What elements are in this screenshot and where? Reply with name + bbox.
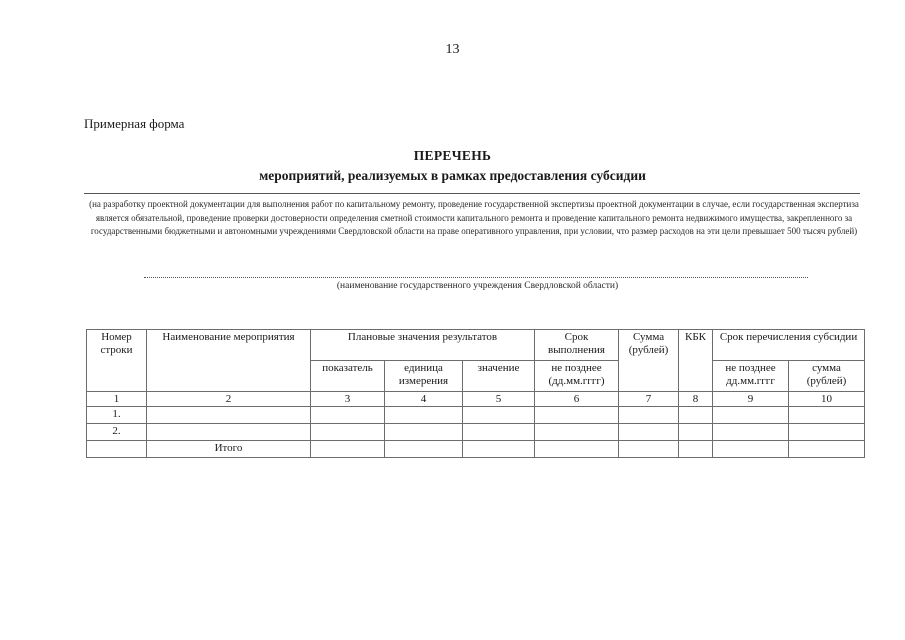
column-number: 10 xyxy=(789,392,865,407)
header-kbk: КБК xyxy=(679,330,713,392)
column-number: 3 xyxy=(311,392,385,407)
column-number: 5 xyxy=(463,392,535,407)
empty-cell xyxy=(789,407,865,424)
column-number: 2 xyxy=(147,392,311,407)
document-title xyxy=(0,148,905,184)
header-value: значение xyxy=(463,361,535,392)
header-transfer-not-later: не позднее дд.мм.гггг xyxy=(713,361,789,392)
column-number: 7 xyxy=(619,392,679,407)
events-table xyxy=(86,329,865,458)
empty-cell xyxy=(385,407,463,424)
empty-cell xyxy=(463,441,535,458)
empty-cell xyxy=(147,424,311,441)
empty-cell xyxy=(679,424,713,441)
column-number: 1 xyxy=(87,392,147,407)
header-amount: Сумма (рублей) xyxy=(619,330,679,392)
column-number: 6 xyxy=(535,392,619,407)
header-unit: единица измерения xyxy=(385,361,463,392)
table-row xyxy=(87,424,865,441)
header-row-number: Номер строки xyxy=(87,330,147,392)
empty-cell xyxy=(311,407,385,424)
fill-in-line xyxy=(84,193,860,194)
header-event-name: Наименование мероприятия xyxy=(147,330,311,392)
empty-cell xyxy=(535,407,619,424)
institution-caption: (наименование государственного учреждения Свердловской области) xyxy=(336,281,619,291)
empty-cell xyxy=(463,424,535,441)
column-number: 8 xyxy=(679,392,713,407)
header-deadline-format: не позднее (дд.мм.гггг) xyxy=(535,361,619,392)
empty-cell xyxy=(679,407,713,424)
empty-cell xyxy=(789,441,865,458)
empty-cell xyxy=(87,441,147,458)
form-label: Примерная форма xyxy=(84,116,185,131)
total-label: Итого xyxy=(147,441,311,458)
page-number: 13 xyxy=(445,42,460,57)
empty-cell xyxy=(619,407,679,424)
header-indicator: показатель xyxy=(311,361,385,392)
institution-line xyxy=(144,277,808,278)
empty-cell xyxy=(385,441,463,458)
empty-cell xyxy=(463,407,535,424)
empty-cell xyxy=(713,407,789,424)
empty-cell xyxy=(385,424,463,441)
row-label: 2. xyxy=(87,424,147,441)
title-main: ПЕРЕЧЕНЬ xyxy=(413,148,492,163)
column-number: 4 xyxy=(385,392,463,407)
empty-cell xyxy=(535,441,619,458)
empty-cell xyxy=(789,424,865,441)
row-label: 1. xyxy=(87,407,147,424)
empty-cell xyxy=(713,441,789,458)
purpose-note: (на разработку проектной документации для выполнения работ по капитальному ремонту, проведение государственной экспертизы проектной документации в случае, если государственная экспертиза является обязательной, проведение проверки достоверности определения сметной стоимости капитального ремонта и проведение капитального ремонта недвижимого имущества, закрепленного за государственными бюджетными и автономными учреждениями Свердловской области на праве оперативного управления, при условии, что размер расходов на эти цели превышает 500 тысяч рублей) xyxy=(89,199,859,236)
header-transfer-sum: сумма (рублей) xyxy=(789,361,865,392)
total-row xyxy=(87,441,865,458)
header-transfer-period: Срок перечисления субсидии xyxy=(713,330,865,361)
header-planned-results: Плановые значения результатов xyxy=(311,330,535,361)
column-number: 9 xyxy=(713,392,789,407)
empty-cell xyxy=(147,407,311,424)
title-sub: мероприятий, реализуемых в рамках предоставления субсидии xyxy=(259,168,646,183)
header-deadline: Срок выполнения xyxy=(535,330,619,361)
empty-cell xyxy=(535,424,619,441)
empty-cell xyxy=(619,441,679,458)
empty-cell xyxy=(713,424,789,441)
column-number-row xyxy=(87,392,865,407)
table-row xyxy=(87,407,865,424)
empty-cell xyxy=(311,441,385,458)
empty-cell xyxy=(619,424,679,441)
empty-cell xyxy=(679,441,713,458)
empty-cell xyxy=(311,424,385,441)
